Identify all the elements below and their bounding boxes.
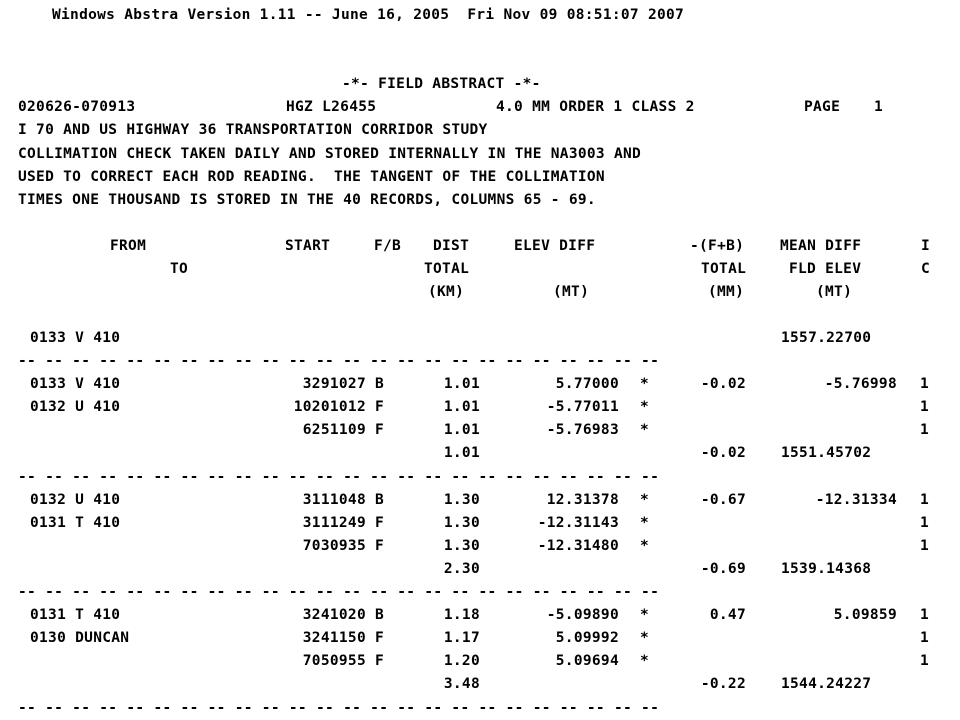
flag-marker: * xyxy=(640,491,650,508)
col-header-mt: (MT) xyxy=(553,284,590,300)
distance-km: 1.18 xyxy=(443,607,480,624)
col-header-total: TOTAL xyxy=(701,261,747,277)
col-header-fld-elev: FLD ELEV xyxy=(789,261,862,277)
start-station-elevation: 1557.22700 xyxy=(781,330,872,346)
flag-marker: * xyxy=(640,399,650,416)
ic-code: 1 xyxy=(920,399,930,416)
flag-marker: * xyxy=(640,422,650,439)
elevation-difference: -5.77011 xyxy=(546,399,619,416)
flag-marker: * xyxy=(640,630,650,647)
mean-difference: 5.09859 xyxy=(833,607,897,624)
foresight-backsight-flag: B xyxy=(375,607,385,624)
start-time: 3241150 xyxy=(302,630,366,647)
note-line: TIMES ONE THOUSAND IS STORED IN THE 40 RECORDS, COLUMNS 65 - 69. xyxy=(18,192,596,208)
start-time: 7050955 xyxy=(302,653,366,670)
field-elevation: 1544.24227 xyxy=(781,676,872,693)
start-time: 3111048 xyxy=(302,491,366,508)
foresight-backsight-flag: F xyxy=(375,422,385,439)
station-name: 0132 U 410 xyxy=(30,491,121,508)
flag-marker: * xyxy=(640,514,650,531)
start-time: 6251109 xyxy=(302,422,366,439)
distance-km: 1.01 xyxy=(443,422,480,439)
station-name: 0130 DUNCAN xyxy=(30,630,130,647)
col-header-from: FROM xyxy=(110,238,147,254)
ic-code: 1 xyxy=(920,630,930,647)
station-name: 0133 V 410 xyxy=(30,376,121,393)
flag-marker: * xyxy=(640,376,650,393)
foresight-backsight-flag: F xyxy=(375,399,385,416)
elevation-difference: -5.76983 xyxy=(546,422,619,439)
col-header-km: (KM) xyxy=(428,284,465,300)
total-distance: 1.01 xyxy=(443,445,480,462)
order-class-spec: 4.0 MM ORDER 1 CLASS 2 xyxy=(496,99,695,115)
elevation-difference: 5.77000 xyxy=(555,376,619,393)
id-range: 020626-070913 xyxy=(18,99,136,115)
col-header-start: START xyxy=(285,238,331,254)
col-header-elev-diff: ELEV DIFF xyxy=(514,238,596,254)
note-line: USED TO CORRECT EACH ROD READING. THE TANGENT OF THE COLLIMATION xyxy=(18,169,605,185)
separator-dashes: -- -- -- -- -- -- -- -- -- -- -- -- -- -- -- -- -- -- -- -- -- -- -- -- xyxy=(18,353,660,369)
col-header-fb-sum: -(F+B) xyxy=(690,238,745,254)
note-line: I 70 AND US HIGHWAY 36 TRANSPORTATION CORRIDOR STUDY xyxy=(18,122,488,138)
foresight-backsight-flag: B xyxy=(375,491,385,508)
flag-marker: * xyxy=(640,653,650,670)
ic-code: 1 xyxy=(920,607,930,624)
total-fb-sum: -0.02 xyxy=(700,445,746,462)
foresight-backsight-flag: F xyxy=(375,514,385,531)
start-time: 3241020 xyxy=(302,607,366,624)
mean-difference: -5.76998 xyxy=(824,376,897,393)
col-header-c: C xyxy=(921,261,931,277)
start-time: 3111249 xyxy=(302,514,366,531)
fb-sum-mm: -0.02 xyxy=(700,376,746,393)
distance-km: 1.01 xyxy=(443,376,480,393)
ic-code: 1 xyxy=(920,376,930,393)
section-title: -*- FIELD ABSTRACT -*- xyxy=(342,76,541,92)
separator-dashes: -- -- -- -- -- -- -- -- -- -- -- -- -- -- -- -- -- -- -- -- -- -- -- -- xyxy=(18,468,660,485)
ic-code: 1 xyxy=(920,422,930,439)
distance-km: 1.30 xyxy=(443,514,480,531)
distance-km: 1.30 xyxy=(443,491,480,508)
page-number: 1 xyxy=(874,99,884,115)
foresight-backsight-flag: F xyxy=(375,653,385,670)
foresight-backsight-flag: F xyxy=(375,537,385,554)
ic-code: 1 xyxy=(920,491,930,508)
elevation-difference: 12.31378 xyxy=(546,491,619,508)
field-elevation: 1551.45702 xyxy=(781,445,872,462)
separator-dashes: -- -- -- -- -- -- -- -- -- -- -- -- -- -- -- -- -- -- -- -- -- -- -- -- xyxy=(18,699,660,716)
distance-km: 1.20 xyxy=(443,653,480,670)
elevation-difference: -12.31143 xyxy=(537,514,619,531)
station-name: 0131 T 410 xyxy=(30,607,121,624)
elevation-difference: -12.31480 xyxy=(537,537,619,554)
ic-code: 1 xyxy=(920,537,930,554)
program-title-line: Windows Abstra Version 1.11 -- June 16, 2005 Fri Nov 09 08:51:07 2007 xyxy=(52,7,685,23)
station-name: 0132 U 410 xyxy=(30,399,121,416)
col-header-mt: (MT) xyxy=(816,284,853,300)
ic-code: 1 xyxy=(920,514,930,531)
col-header-mm: (MM) xyxy=(708,284,745,300)
col-header-i: I xyxy=(921,238,931,254)
total-distance: 2.30 xyxy=(443,560,480,577)
distance-km: 1.01 xyxy=(443,399,480,416)
note-line: COLLIMATION CHECK TAKEN DAILY AND STORED INTERNALLY IN THE NA3003 AND xyxy=(18,146,642,162)
total-fb-sum: -0.22 xyxy=(700,676,746,693)
col-header-to: TO xyxy=(170,261,189,277)
elevation-difference: -5.09890 xyxy=(546,607,619,624)
mean-difference: -12.31334 xyxy=(815,491,897,508)
elevation-difference: 5.09694 xyxy=(555,653,619,670)
flag-marker: * xyxy=(640,537,650,554)
col-header-dist: DIST xyxy=(433,238,470,254)
start-time: 10201012 xyxy=(293,399,366,416)
start-time: 7030935 xyxy=(302,537,366,554)
separator-dashes: -- -- -- -- -- -- -- -- -- -- -- -- -- -- -- -- -- -- -- -- -- -- -- -- xyxy=(18,584,660,600)
col-header-total: TOTAL xyxy=(424,261,470,277)
foresight-backsight-flag: B xyxy=(375,376,385,393)
start-time: 3291027 xyxy=(302,376,366,393)
elevation-difference: 5.09992 xyxy=(555,630,619,647)
col-header-mean-diff: MEAN DIFF xyxy=(780,238,862,254)
total-fb-sum: -0.69 xyxy=(700,560,746,577)
fb-sum-mm: 0.47 xyxy=(709,607,746,624)
col-header-fb: F/B xyxy=(374,238,402,254)
start-station-name: 0133 V 410 xyxy=(30,330,121,346)
page-label: PAGE xyxy=(804,99,841,115)
foresight-backsight-flag: F xyxy=(375,630,385,647)
station-name: 0131 T 410 xyxy=(30,514,121,531)
field-elevation: 1539.14368 xyxy=(781,560,872,577)
distance-km: 1.17 xyxy=(443,630,480,647)
total-distance: 3.48 xyxy=(443,676,480,693)
instrument-id: HGZ L26455 xyxy=(286,99,377,115)
flag-marker: * xyxy=(640,607,650,624)
ic-code: 1 xyxy=(920,653,930,670)
fb-sum-mm: -0.67 xyxy=(700,491,746,508)
distance-km: 1.30 xyxy=(443,537,480,554)
